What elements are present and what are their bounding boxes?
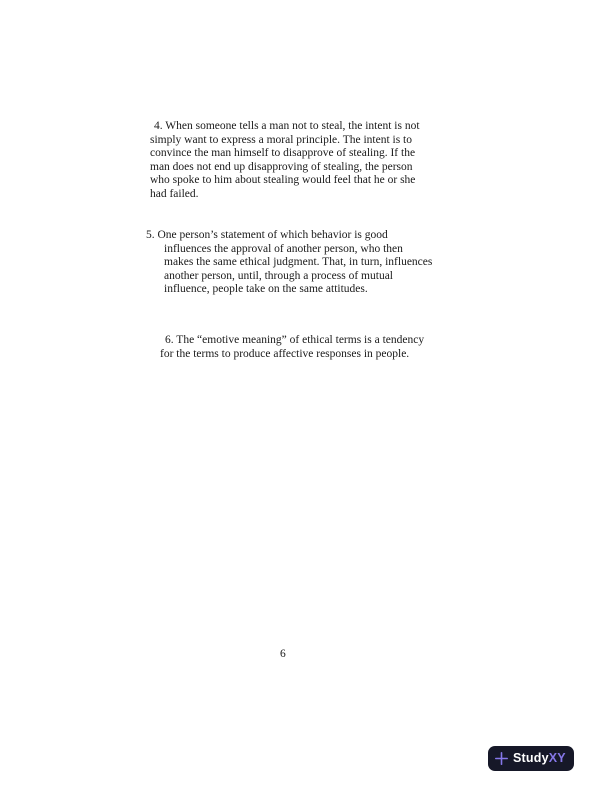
logo-text-study: Study: [513, 751, 549, 766]
studyxy-logo-badge[interactable]: [488, 746, 574, 771]
logo-text: [513, 752, 566, 765]
paragraph-5-line: makes the same ethical judgment. That, in turn, influences: [164, 256, 433, 268]
paragraph-5-line: 5. One person’s statement of which behavior is good: [146, 229, 388, 241]
paragraph-4-line: simply want to express a moral principle. The intent is to: [150, 133, 413, 146]
paragraph-5-line: another person, until, through a process of mutual: [164, 269, 393, 282]
page-number: 6: [280, 648, 286, 660]
paragraph-4: [150, 120, 420, 201]
paragraph-6: [160, 334, 424, 361]
logo-text-xy: XY: [548, 751, 566, 766]
paragraph-4-line: who spoke to him about stealing would feel that he or she: [150, 174, 416, 186]
paragraph-4-line: 4. When someone tells a man not to steal, the intent is not: [154, 120, 420, 132]
paragraph-6-line: for the terms to produce affective responses in people.: [160, 347, 410, 360]
paragraph-4-line: convince the man himself to disapprove of stealing. If the: [150, 147, 416, 159]
paragraph-5-line: influence, people take on the same attitudes.: [164, 283, 368, 295]
plus-icon: [495, 752, 508, 765]
paragraph-4-line: had failed.: [150, 187, 199, 200]
paragraph-6-line: 6. The “emotive meaning” of ethical terms is a tendency: [165, 334, 425, 346]
paragraph-4-line: man does not end up disapproving of stealing, the person: [150, 160, 413, 173]
paragraph-5: [146, 229, 432, 297]
paragraph-5-line: influences the approval of another person, who then: [164, 242, 403, 255]
